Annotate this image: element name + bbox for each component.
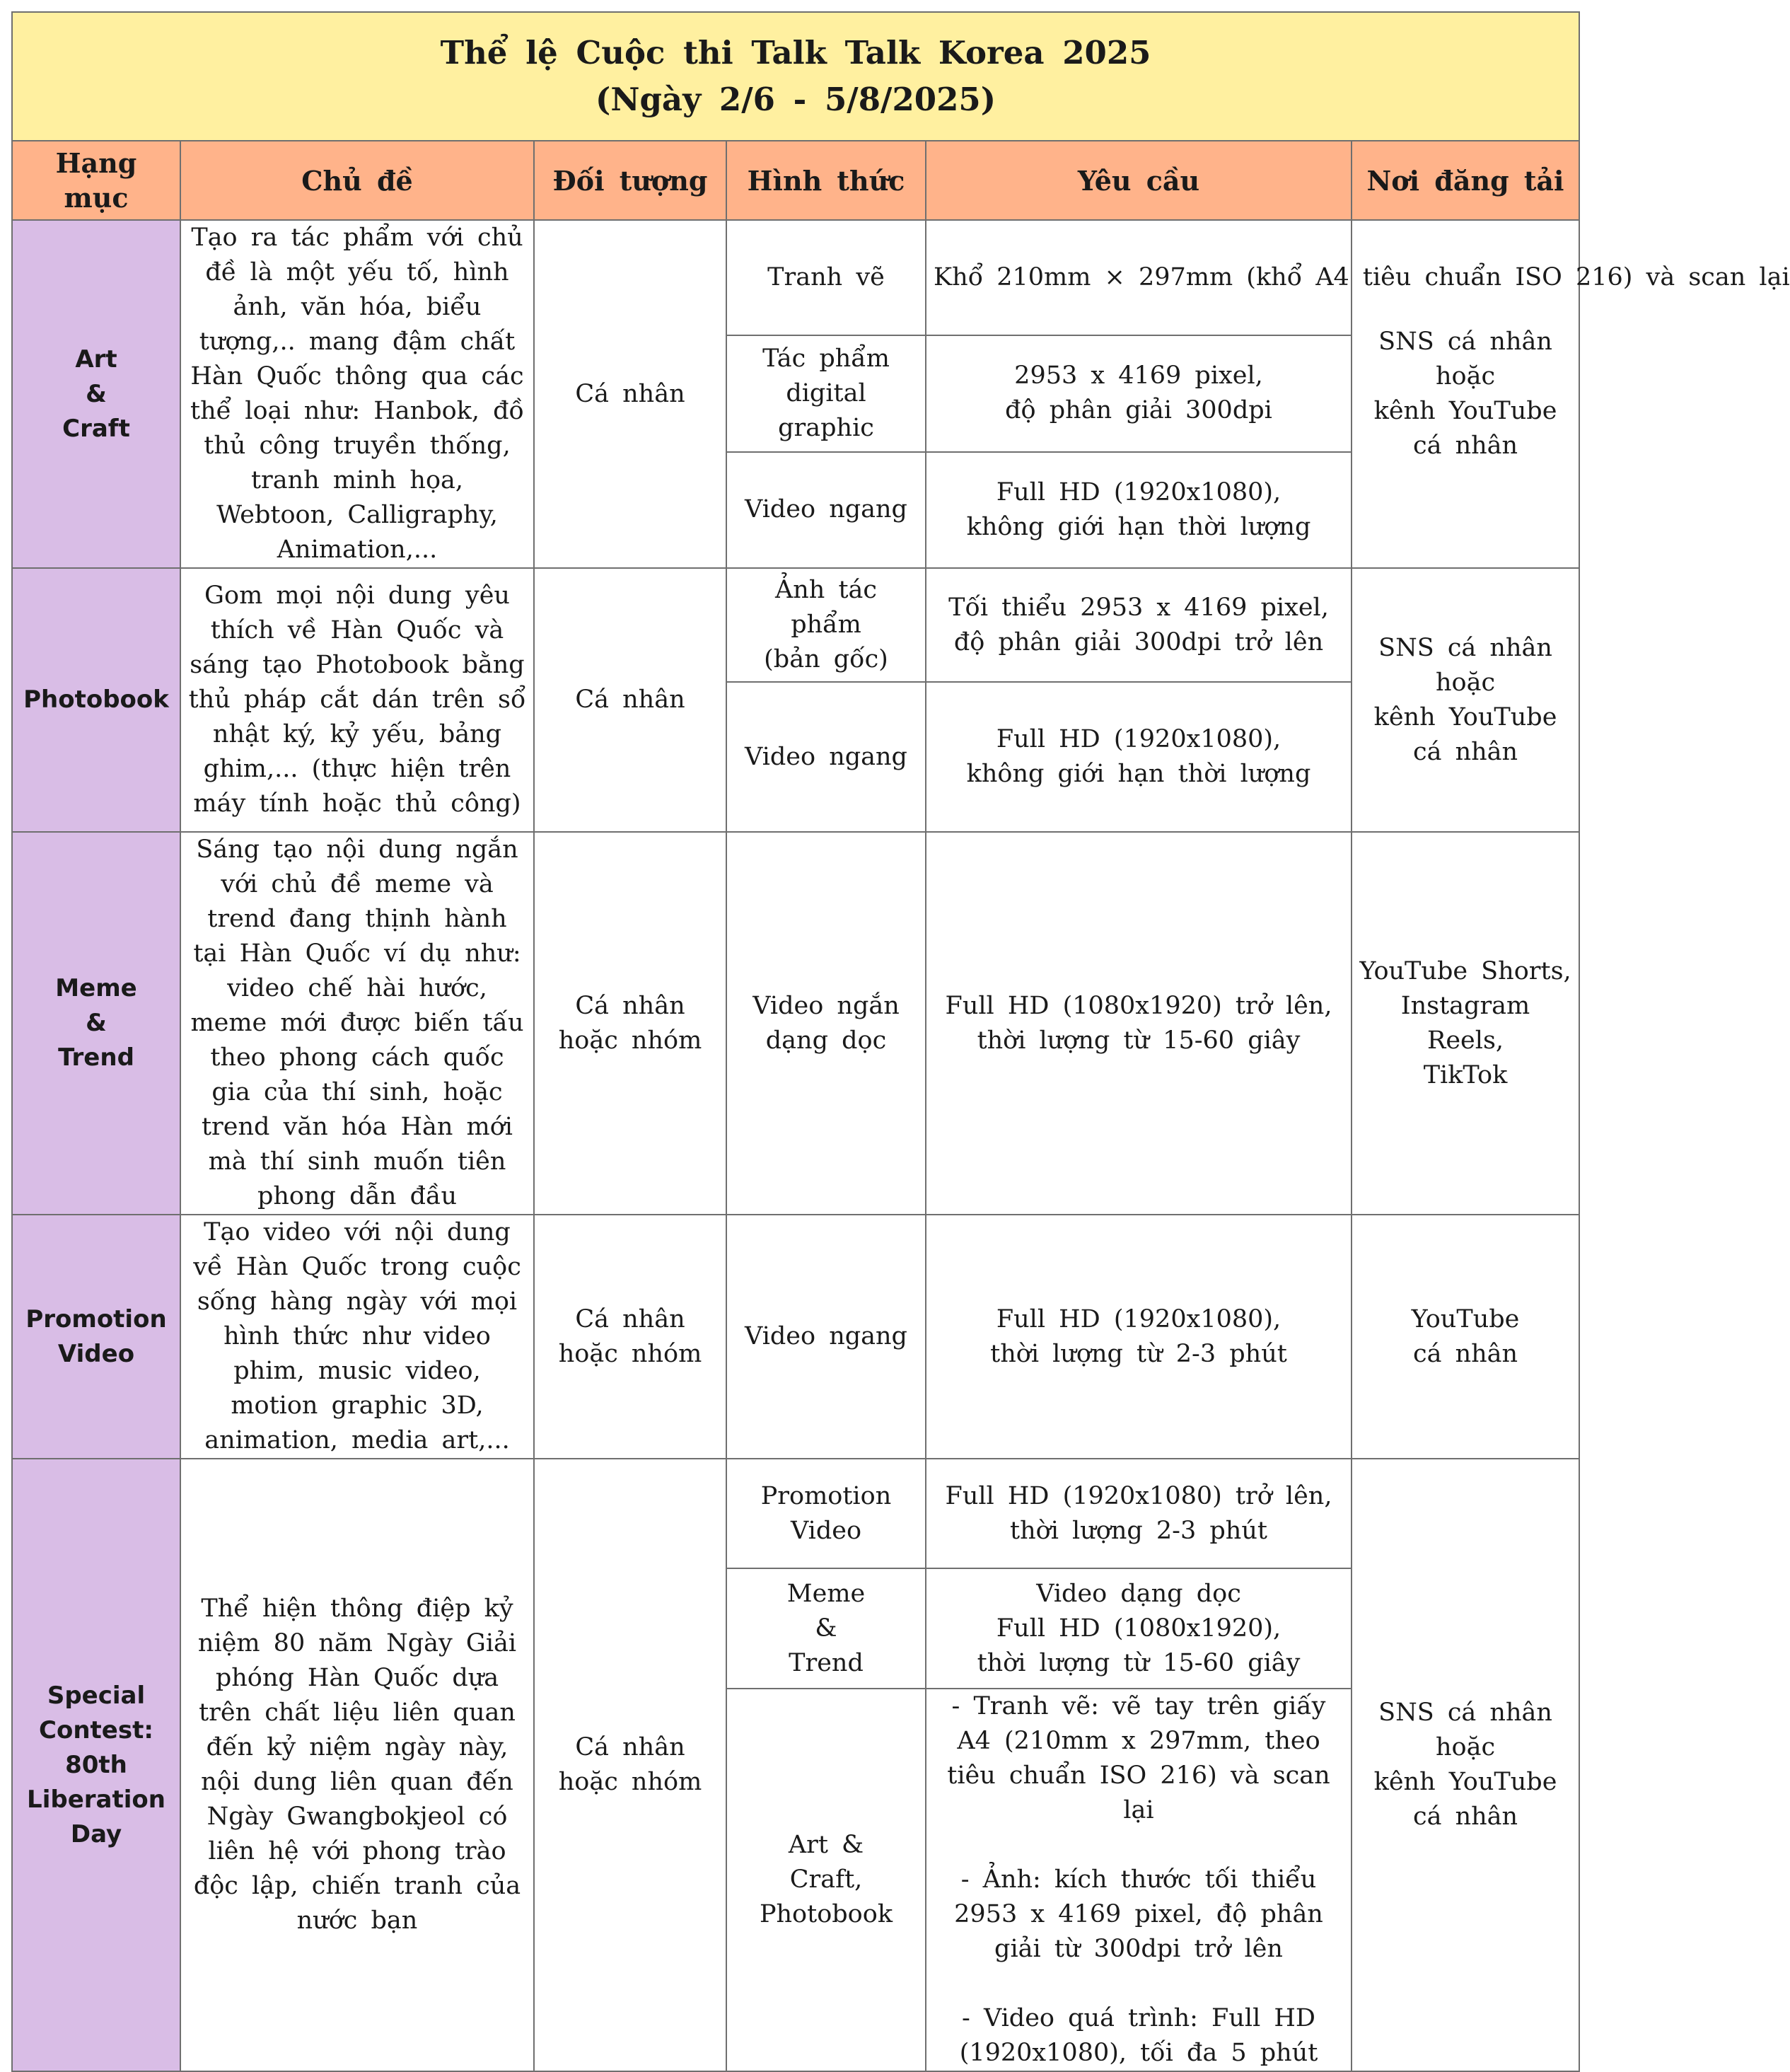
requirement-cell: Full HD (1920x1080), không giới hạn thời lượng xyxy=(926,452,1352,568)
contest-rules-table xyxy=(11,11,1790,2072)
header-format: Hình thức xyxy=(726,141,926,220)
topic-photobook: Gom mọi nội dung yêu thích về Hàn Quốc và sáng tạo Photobook bằng thủ pháp cắt dán trên sổ nhật ký, kỷ yếu, bảng ghim,... (thực hiện trên máy tính hoặc thủ công) xyxy=(180,568,534,832)
format-meme-trend: Video ngắn dạng dọc xyxy=(726,832,926,1215)
platform-photobook: SNS cá nhân hoặc kênh YouTube cá nhân xyxy=(1352,568,1579,832)
header-platform: Nơi đăng tải xyxy=(1352,141,1579,220)
format-cell: Tranh vẽ xyxy=(726,220,926,335)
header-topic: Chủ đề xyxy=(180,141,534,220)
format-promotion-video: Video ngang xyxy=(726,1215,926,1459)
requirement-cell: Khổ 210mm × 297mm (khổ A4 tiêu chuẩn ISO 216) và scan lại xyxy=(926,220,1352,335)
topic-art-craft: Tạo ra tác phẩm với chủ đề là một yếu tố, hình ảnh, văn hóa, biểu tượng,.. mang đậm chất Hàn Quốc thông qua các thể loại như: Hanbok, đồ thủ công truyền thống, tranh minh họa, Webtoon, Calligraphy, Animation,... xyxy=(180,220,534,568)
table-title xyxy=(12,12,1579,141)
format-cell: Meme & Trend xyxy=(726,1568,926,1689)
requirement-cell: Full HD (1920x1080) trở lên, thời lượng 2-3 phút xyxy=(926,1459,1352,1568)
category-promotion-video: Promotion Video xyxy=(12,1215,180,1459)
audience-special-contest: Cá nhân hoặc nhóm xyxy=(534,1459,726,2071)
audience-photobook: Cá nhân xyxy=(534,568,726,832)
table-row xyxy=(12,568,1579,682)
requirement-cell: - Tranh vẽ: vẽ tay trên giấy A4 (210mm x 297mm, theo tiêu chuẩn ISO 216) và scan lại - Ảnh: kích thước tối thiểu 2953 x 4169 pixel, độ phân giải từ 300dpi trở lên - Video quá trình: Full HD (1920x1080), tối đa 5 phút xyxy=(926,1689,1352,2071)
platform-promotion-video: YouTube cá nhân xyxy=(1352,1215,1579,1459)
format-cell: Video ngang xyxy=(726,452,926,568)
audience-art-craft: Cá nhân xyxy=(534,220,726,568)
requirement-cell: Full HD (1920x1080), không giới hạn thời lượng xyxy=(926,682,1352,832)
table-row xyxy=(12,832,1579,1215)
header-requirements: Yêu cầu xyxy=(926,141,1352,220)
header-row xyxy=(12,141,1579,220)
category-photobook: Photobook xyxy=(12,568,180,832)
topic-special-contest: Thể hiện thông điệp kỷ niệm 80 năm Ngày Giải phóng Hàn Quốc dựa trên chất liệu liên quan đến kỷ niệm ngày này, nội dung liên quan đến Ngày Gwangbokjeol có liên hệ với phong trào độc lập, chiến tranh của nước bạn xyxy=(180,1459,534,2071)
requirement-promotion-video: Full HD (1920x1080), thời lượng từ 2-3 phút xyxy=(926,1215,1352,1459)
header-category: Hạng mục xyxy=(12,141,180,220)
platform-special-contest: SNS cá nhân hoặc kênh YouTube cá nhân xyxy=(1352,1459,1579,2071)
title-line-1: Thể lệ Cuộc thi Talk Talk Korea 2025 xyxy=(440,34,1151,71)
format-cell: Ảnh tác phẩm (bản gốc) xyxy=(726,568,926,682)
category-art-craft: Art & Craft xyxy=(12,220,180,568)
platform-meme-trend: YouTube Shorts, Instagram Reels, TikTok xyxy=(1352,832,1579,1215)
requirement-cell: Video dạng dọc Full HD (1080x1920), thời lượng từ 15-60 giây xyxy=(926,1568,1352,1689)
format-cell: Art & Craft, Photobook xyxy=(726,1689,926,2071)
audience-promotion-video: Cá nhân hoặc nhóm xyxy=(534,1215,726,1459)
table-row xyxy=(12,1215,1579,1459)
topic-promotion-video: Tạo video với nội dung về Hàn Quốc trong cuộc sống hàng ngày với mọi hình thức như video phim, music video, motion graphic 3D, animation, media art,... xyxy=(180,1215,534,1459)
audience-meme-trend: Cá nhân hoặc nhóm xyxy=(534,832,726,1215)
requirement-cell: 2953 x 4169 pixel, độ phân giải 300dpi xyxy=(926,335,1352,452)
requirement-cell: Tối thiểu 2953 x 4169 pixel, độ phân giải 300dpi trở lên xyxy=(926,568,1352,682)
category-meme-trend: Meme & Trend xyxy=(12,832,180,1215)
format-cell: Tác phẩm digital graphic xyxy=(726,335,926,452)
title-line-2: (Ngày 2/6 - 5/8/2025) xyxy=(595,81,996,118)
category-special-contest: Special Contest: 80th Liberation Day xyxy=(12,1459,180,2071)
table-row xyxy=(12,220,1579,335)
platform-art-craft: SNS cá nhân hoặc kênh YouTube cá nhân xyxy=(1352,220,1579,568)
format-cell: Promotion Video xyxy=(726,1459,926,1568)
table-row xyxy=(12,1459,1579,1568)
requirement-meme-trend: Full HD (1080x1920) trở lên, thời lượng từ 15-60 giây xyxy=(926,832,1352,1215)
format-cell: Video ngang xyxy=(726,682,926,832)
header-audience: Đối tượng xyxy=(534,141,726,220)
topic-meme-trend: Sáng tạo nội dung ngắn với chủ đề meme và trend đang thịnh hành tại Hàn Quốc ví dụ như: video chế hài hước, meme mới được biến tấu theo phong cách quốc gia của thí sinh, hoặc trend văn hóa Hàn mới mà thí sinh muốn tiên phong dẫn đầu xyxy=(180,832,534,1215)
